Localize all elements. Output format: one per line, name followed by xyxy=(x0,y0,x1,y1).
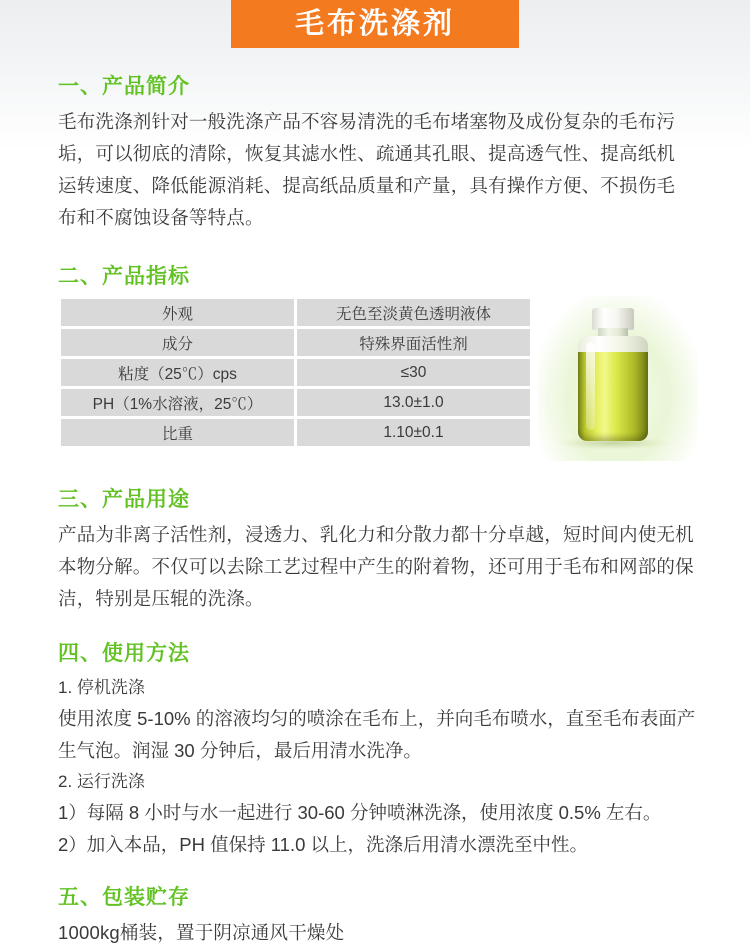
document-content xyxy=(0,52,750,949)
table-row xyxy=(61,389,530,416)
bottle-illustration xyxy=(576,308,650,441)
section-specs-heading: 二、产品指标 xyxy=(58,265,190,288)
section-packaging xyxy=(0,861,750,949)
bottle-cap xyxy=(592,308,634,330)
section-intro xyxy=(0,52,750,234)
spec-value: ≤30 xyxy=(297,359,530,386)
table-row xyxy=(61,299,530,326)
section-intro-heading: 一、产品简介 xyxy=(58,75,190,98)
list-item: 2）加入本品，PH 值保持 11.0 以上，洗涤后用清水漂洗至中性。 xyxy=(58,834,589,855)
spec-name: PH（1%水溶液，25℃） xyxy=(61,389,294,416)
specs-area xyxy=(58,296,698,461)
list-item-label: 1. 停机洗涤 xyxy=(58,678,145,697)
title-banner xyxy=(0,0,750,52)
spec-name: 比重 xyxy=(61,419,294,446)
spec-value: 无色至淡黄色透明液体 xyxy=(297,299,530,326)
spec-name: 外观 xyxy=(61,299,294,326)
list-item-label: 2. 运行洗涤 xyxy=(58,772,145,791)
section-packaging-heading: 五、包装贮存 xyxy=(58,886,190,909)
section-method xyxy=(0,615,750,861)
table-row xyxy=(61,329,530,356)
title-box xyxy=(231,0,519,48)
method-list xyxy=(58,673,696,861)
product-photo xyxy=(538,296,698,461)
spec-value: 13.0±1.0 xyxy=(297,389,530,416)
table-row xyxy=(61,419,530,446)
section-usage-text: 产品为非离子活性剂，浸透力、乳化力和分散力都十分卓越，短时间内使无机本物分解。不仅可以去除工艺过程中产生的附着物，还可用于毛布和网部的保洁，特别是压辊的洗涤。 xyxy=(58,524,694,609)
section-usage xyxy=(0,461,750,615)
section-packaging-text: 1000kg桶装，置于阴凉通风干燥处 xyxy=(58,922,345,943)
specs-table xyxy=(58,296,533,449)
section-method-heading: 四、使用方法 xyxy=(58,642,190,665)
list-item: 使用浓度 5-10% 的溶液均匀的喷涂在毛布上，并向毛布喷水，直至毛布表面产生气泡。润湿 30 分钟后，最后用清水洗净。 xyxy=(58,708,696,761)
section-usage-heading: 三、产品用途 xyxy=(58,488,190,511)
page-title: 毛布洗涤剂 xyxy=(294,7,455,40)
table-row xyxy=(61,359,530,386)
spec-value: 特殊界面活性剂 xyxy=(297,329,530,356)
list-item: 1）每隔 8 小时与水一起进行 30-60 分钟喷淋洗涤，使用浓度 0.5% 左右。 xyxy=(58,802,662,823)
section-intro-text: 毛布洗涤剂针对一般洗涤产品不容易清洗的毛布堵塞物及成份复杂的毛布污垢，可以彻底的清除，恢复其滤水性、疏通其孔眼、提高透气性、提高纸机运转速度、降低能源消耗、提高纸品质量和产量，具有操作方便、不损伤毛布和不腐蚀设备等特点。 xyxy=(58,111,676,228)
spec-name: 成分 xyxy=(61,329,294,356)
spec-name: 粘度（25℃）cps xyxy=(61,359,294,386)
section-specs xyxy=(0,234,750,461)
spec-value: 1.10±0.1 xyxy=(297,419,530,446)
bottle-highlight xyxy=(586,342,595,430)
